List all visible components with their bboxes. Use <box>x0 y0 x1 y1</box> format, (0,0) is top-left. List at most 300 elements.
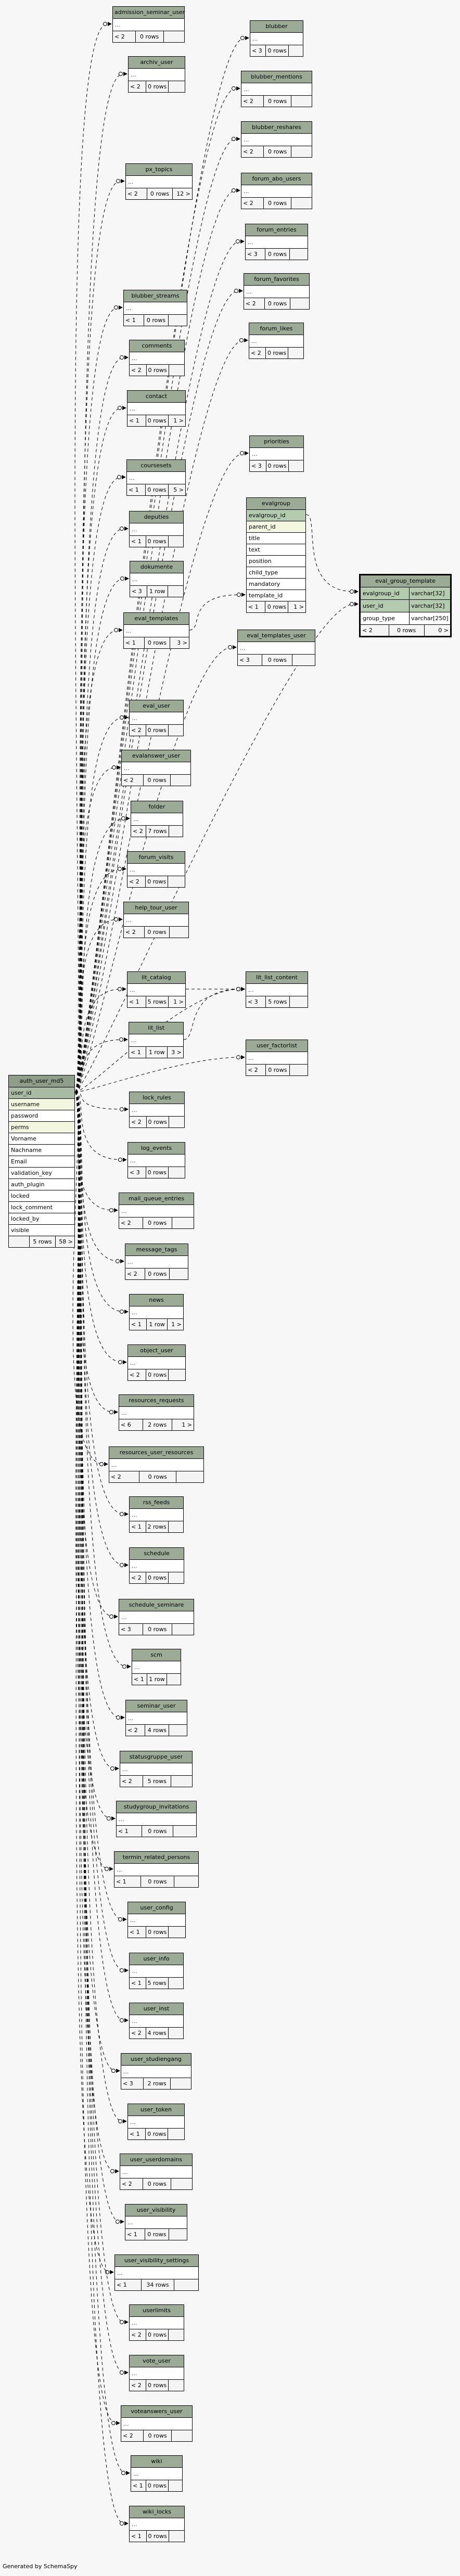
footer-parents: < 2 <box>120 1776 143 1787</box>
table-admission_seminar_user[interactable] <box>112 6 185 43</box>
table-name[interactable]: auth_user_md5 <box>9 1075 74 1087</box>
footer-parents: < 1 <box>114 1876 141 1887</box>
footer-row-count: 0 rows <box>143 1624 172 1635</box>
column-name: Nachname <box>11 1147 42 1154</box>
columns-ellipsis: ... <box>246 984 308 996</box>
footer-row-count: 0 rows <box>145 927 170 938</box>
table-name[interactable]: log_events <box>128 1143 185 1155</box>
table-footer <box>241 146 312 157</box>
column-auth_plugin <box>9 1179 74 1190</box>
footer-row-count: 0 rows <box>139 1471 176 1482</box>
table-name[interactable]: contact <box>127 391 185 403</box>
footer-parents: < 3 <box>121 2078 144 2089</box>
table-name[interactable]: folder <box>131 801 183 813</box>
footer-children <box>169 2229 187 2240</box>
column-name: perms <box>11 1124 29 1131</box>
table-scm[interactable] <box>132 1649 181 1685</box>
footer-parents: < 6 <box>119 1419 143 1430</box>
table-eval_user[interactable] <box>129 700 184 736</box>
footer-parents: < 2 <box>241 198 264 209</box>
table-deputies[interactable] <box>129 511 184 547</box>
table-footer <box>130 1572 184 1583</box>
columns-ellipsis: ... <box>128 1357 185 1369</box>
footer-parents: < 3 <box>130 586 147 597</box>
footer-parents: < 1 <box>128 2129 146 2139</box>
footer-children <box>168 2129 184 2139</box>
footer-children <box>169 826 183 837</box>
footer-row-count: 0 rows <box>146 1572 169 1583</box>
table-resources_user_resources[interactable] <box>109 1446 204 1483</box>
table-name[interactable]: eval_templates_user <box>238 630 315 642</box>
footer-parents: < 2 <box>131 826 146 837</box>
table-footer <box>241 96 312 107</box>
table-name[interactable]: mail_queue_entries <box>119 1193 194 1205</box>
footer-row-count: 5 rows <box>146 1978 169 1989</box>
columns-ellipsis: ... <box>113 19 184 31</box>
table-footer <box>129 81 185 92</box>
column-template_id <box>247 590 305 601</box>
footer-row-count: 0 rows <box>146 2480 169 2491</box>
footer-parents: < 2 <box>241 96 264 107</box>
table-name[interactable]: admission_seminar_user <box>113 7 184 19</box>
generated-by-note: Generated by SchemaSpy <box>3 2563 78 2570</box>
footer-row-count: 0 rows <box>144 2430 171 2441</box>
table-user_studiengang[interactable] <box>121 2053 191 2090</box>
table-name[interactable]: blubber_streams <box>124 290 187 302</box>
footer-row-count: 0 rows <box>143 1217 172 1228</box>
column-evalgroup_id <box>361 587 450 600</box>
column-name: group_type <box>363 615 395 622</box>
table-vote_user[interactable] <box>129 2355 184 2391</box>
columns-ellipsis: ... <box>114 1864 198 1876</box>
table-name[interactable]: deputies <box>130 511 183 523</box>
table-wiki[interactable] <box>131 2455 183 2492</box>
table-name[interactable]: wiki <box>131 2456 182 2468</box>
footer-children <box>290 996 308 1007</box>
footer-children: 5 > <box>173 486 184 493</box>
footer-parents: < 2 <box>130 2380 146 2391</box>
table-name[interactable]: blubber_mentions <box>241 71 312 83</box>
table-lit_list[interactable] <box>129 1022 184 1058</box>
footer-parents: < 2 <box>113 31 136 42</box>
table-name[interactable]: vote_user <box>130 2355 184 2367</box>
table-footer <box>129 1047 183 1058</box>
footer-children <box>292 655 315 665</box>
footer-row-count: 0 rows <box>142 1826 173 1837</box>
table-name[interactable]: lit_list_content <box>246 972 308 984</box>
column-type: varchar[250] <box>409 612 450 624</box>
footer-parents: < 2 <box>127 876 146 887</box>
footer-children <box>290 298 309 309</box>
table-name[interactable]: help_tour_user <box>124 902 188 914</box>
table-schedule_seminare[interactable] <box>119 1599 194 1635</box>
table-user_info[interactable] <box>129 1953 184 1989</box>
footer-parents: < 2 <box>130 2329 146 2340</box>
footer-parents: < 3 <box>246 249 265 260</box>
columns-ellipsis: ... <box>130 1560 184 1572</box>
columns-ellipsis: ... <box>130 523 183 536</box>
footer-parents: < 2 <box>130 1572 146 1583</box>
columns-ellipsis: ... <box>250 448 303 460</box>
table-name[interactable]: px_topics <box>126 164 192 176</box>
table-blubber[interactable] <box>250 20 303 57</box>
footer-children <box>169 2329 184 2340</box>
table-wiki_locks[interactable] <box>129 2506 185 2542</box>
table-name[interactable]: forum_entries <box>246 224 308 236</box>
table-eval_templates[interactable] <box>123 612 189 649</box>
column-name: template_id <box>249 592 283 599</box>
footer-row-count: 2 rows <box>143 1419 172 1430</box>
columns-ellipsis: ... <box>119 1611 194 1624</box>
footer-parents: < 2 <box>129 81 146 92</box>
table-user_factorlist[interactable] <box>246 1040 308 1076</box>
table-name[interactable]: eval_templates <box>124 613 189 625</box>
column-user_id <box>9 1087 74 1099</box>
table-footer <box>120 2178 192 2189</box>
table-forum_visits[interactable] <box>127 851 185 888</box>
table-name[interactable]: forum_abo_users <box>241 173 312 185</box>
footer-children <box>171 1776 192 1787</box>
footer-children <box>169 1369 185 1380</box>
column-name: Vorname <box>11 1135 36 1142</box>
table-name[interactable]: message_tags <box>125 1244 188 1256</box>
table-priorities[interactable] <box>249 435 304 472</box>
table-name[interactable]: user_inst <box>130 2003 183 2015</box>
table-name[interactable]: voteanswers_user <box>121 2406 192 2418</box>
footer-row-count: 1 row <box>147 1674 167 1685</box>
footer-parents: < 1 <box>129 1047 146 1058</box>
table-blubber_mentions[interactable] <box>241 71 312 107</box>
footer-children <box>169 2480 182 2491</box>
table-footer <box>130 536 183 547</box>
footer-parents: < 1 <box>127 484 146 495</box>
table-schedule[interactable] <box>129 1547 184 1584</box>
table-footer <box>128 2129 184 2139</box>
footer-children: 1 > <box>173 998 184 1005</box>
table-footer <box>130 1978 183 1989</box>
table-user_inst[interactable] <box>129 2003 184 2039</box>
footer-row-count: 0 rows <box>146 484 169 495</box>
table-name[interactable]: studygroup_invitations <box>117 1801 196 1813</box>
table-footer <box>250 45 303 56</box>
table-name[interactable]: user_userdomains <box>120 2154 192 2166</box>
table-contact[interactable] <box>127 390 186 427</box>
table-name[interactable]: archiv_user <box>129 57 185 69</box>
table-lit_catalog[interactable] <box>127 971 186 1008</box>
columns-ellipsis: ... <box>130 712 183 725</box>
table-name[interactable]: user_token <box>128 2104 184 2116</box>
column-name: lock_comment <box>11 1204 53 1211</box>
column-name: child_type <box>249 569 278 576</box>
footer-row-count: 0 rows <box>145 2229 169 2240</box>
footer-children <box>169 536 183 547</box>
column-name: evalgroup_id <box>249 512 286 519</box>
table-user_userdomains[interactable] <box>120 2154 193 2190</box>
columns-ellipsis: ... <box>130 2317 184 2329</box>
table-mail_queue_entries[interactable] <box>119 1193 194 1229</box>
footer-parents: < 3 <box>238 655 262 665</box>
table-name[interactable]: coursesets <box>127 460 185 472</box>
table-resources_requests[interactable] <box>119 1394 194 1431</box>
footer-row-count: 0 rows <box>265 249 290 260</box>
table-folder[interactable] <box>131 801 183 837</box>
footer-parents: < 2 <box>125 1268 145 1279</box>
footer-row-count: 0 rows <box>147 365 169 376</box>
columns-ellipsis: ... <box>126 176 192 188</box>
footer-children: 1 > <box>173 417 184 424</box>
column-name: password <box>11 1112 39 1119</box>
footer-row-count: 0 rows <box>146 2329 169 2340</box>
footer-children <box>172 1624 194 1635</box>
table-forum_favorites[interactable] <box>244 273 310 310</box>
table-evalgroup[interactable] <box>246 497 306 613</box>
table-name[interactable]: dokumente <box>130 561 183 573</box>
column-name: position <box>249 558 272 565</box>
footer-children: 0 > <box>438 627 449 634</box>
footer-row-count: 2 rows <box>144 2078 171 2089</box>
table-name[interactable]: user_visibility_settings <box>115 2255 198 2267</box>
table-name[interactable]: user_studiengang <box>121 2054 191 2066</box>
table-name[interactable]: schedule <box>130 1548 184 1560</box>
column-locked_by <box>9 1213 74 1225</box>
footer-row-count: 5 rows <box>266 996 290 1007</box>
footer-row-count: 0 rows <box>147 1117 169 1127</box>
table-name[interactable]: termin_related_persons <box>114 1852 198 1864</box>
table-name[interactable]: statusgruppe_user <box>120 1751 192 1763</box>
table-auth_user_md5[interactable] <box>8 1075 75 1248</box>
columns-ellipsis: ... <box>119 1205 194 1217</box>
table-lock_rules[interactable] <box>129 1092 185 1128</box>
footer-parents: < 2 <box>124 927 145 938</box>
footer-children <box>171 2178 192 2189</box>
footer-parents: < 2 <box>130 2028 146 2039</box>
table-name[interactable]: eval_user <box>130 700 183 712</box>
table-name[interactable]: forum_favorites <box>244 274 309 286</box>
table-log_events[interactable] <box>127 1142 185 1178</box>
column-name: locked <box>11 1193 30 1199</box>
table-object_user[interactable] <box>127 1344 186 1381</box>
table-name[interactable]: lit_list <box>129 1022 183 1034</box>
columns-ellipsis: ... <box>130 573 183 586</box>
table-name[interactable]: rss_feeds <box>130 1497 183 1509</box>
footer-row-count: 0 rows <box>389 625 425 636</box>
footer-children <box>168 876 185 887</box>
footer-parents: < 2 <box>126 188 147 199</box>
footer-children <box>170 1268 188 1279</box>
columns-ellipsis: ... <box>130 1306 183 1319</box>
columns-ellipsis: ... <box>249 335 303 348</box>
table-evalanswer_user[interactable] <box>121 750 191 786</box>
footer-parents: < 2 <box>244 298 265 309</box>
columns-ellipsis: ... <box>130 352 184 365</box>
footer-children <box>172 1217 194 1228</box>
table-seminar_user[interactable] <box>125 1700 187 1736</box>
footer-parents: < 1 <box>132 1674 147 1685</box>
table-user_token[interactable] <box>127 2104 185 2140</box>
footer-parents: < 1 <box>125 2229 145 2240</box>
table-name[interactable]: seminar_user <box>126 1700 187 1712</box>
footer-children <box>170 927 188 938</box>
footer-parents: < 1 <box>117 1826 142 1837</box>
column-user_id <box>361 600 450 612</box>
column-name: user_id <box>363 603 384 609</box>
table-message_tags[interactable] <box>125 1244 188 1280</box>
table-name[interactable]: resources_requests <box>119 1395 194 1407</box>
footer-parents: < 1 <box>127 996 146 1007</box>
footer-parents: < 2 <box>249 348 266 358</box>
table-name[interactable]: resources_user_resources <box>109 1447 203 1459</box>
columns-ellipsis: ... <box>126 1712 187 1725</box>
column-mandatory <box>247 579 305 590</box>
table-dokumente[interactable] <box>130 561 184 597</box>
column-name: auth_plugin <box>11 1181 45 1188</box>
column-Nachname <box>9 1145 74 1156</box>
table-forum_likes[interactable] <box>249 323 304 359</box>
footer-children <box>169 81 185 92</box>
table-user_visibility[interactable] <box>125 2204 187 2240</box>
table-name[interactable]: news <box>130 1295 183 1306</box>
table-footer <box>127 484 185 495</box>
table-footer <box>122 775 190 786</box>
columns-ellipsis: ... <box>124 625 189 637</box>
table-name[interactable]: user_info <box>130 1953 183 1965</box>
footer-children: 1 > <box>293 604 304 610</box>
table-eval_templates_user[interactable] <box>237 630 315 666</box>
footer-row-count: 0 rows <box>146 725 169 736</box>
table-name[interactable]: user_config <box>128 1902 185 1914</box>
table-px_topics[interactable] <box>125 163 193 200</box>
table-name[interactable]: lock_rules <box>130 1092 184 1104</box>
table-user_config[interactable] <box>127 1902 186 1938</box>
table-eval_group_template[interactable] <box>359 574 452 637</box>
table-blubber_streams[interactable] <box>123 290 187 326</box>
footer-children <box>169 725 183 736</box>
column-name: mandatory <box>249 581 280 587</box>
table-statusgruppe_user[interactable] <box>120 1751 193 1787</box>
table-blubber_reshares[interactable] <box>241 121 312 158</box>
column-Email <box>9 1156 74 1168</box>
table-termin_related_persons[interactable] <box>114 1851 199 1888</box>
table-name[interactable]: evalgroup <box>247 498 305 510</box>
table-name[interactable]: blubber <box>250 21 303 33</box>
column-type: varchar[32] <box>409 587 450 599</box>
table-footer <box>130 1521 183 1532</box>
column-parent_id <box>247 521 305 533</box>
columns-ellipsis: ... <box>241 83 312 96</box>
table-footer <box>9 1236 74 1247</box>
table-name[interactable]: wiki_locks <box>130 2506 184 2518</box>
table-name[interactable]: userlimits <box>130 2305 184 2317</box>
footer-parents: < 1 <box>130 2531 147 2542</box>
table-footer <box>246 1065 308 1075</box>
footer-parents: < 2 <box>120 2178 143 2189</box>
table-user_visibility_settings[interactable] <box>114 2254 199 2291</box>
footer-children: 3 > <box>177 639 187 646</box>
table-voteanswers_user[interactable] <box>121 2405 193 2442</box>
table-footer <box>130 1117 184 1127</box>
table-footer <box>361 625 450 636</box>
table-forum_entries[interactable] <box>245 224 308 260</box>
table-news[interactable] <box>129 1294 184 1330</box>
table-footer <box>249 348 303 358</box>
footer-children <box>290 249 308 260</box>
table-lit_list_content[interactable] <box>246 971 308 1008</box>
table-help_tour_user[interactable] <box>123 902 189 938</box>
footer-children <box>289 45 303 56</box>
table-name[interactable]: object_user <box>128 1345 185 1357</box>
columns-ellipsis: ... <box>120 2166 192 2178</box>
table-footer <box>119 1217 194 1228</box>
table-name[interactable]: schedule_seminare <box>119 1599 194 1611</box>
table-studygroup_invitations[interactable] <box>116 1801 197 1837</box>
footer-children <box>168 586 183 597</box>
table-name[interactable]: forum_visits <box>127 852 185 864</box>
table-name[interactable]: forum_likes <box>249 323 303 335</box>
column-name: validation_key <box>11 1170 52 1176</box>
table-footer <box>114 1876 198 1887</box>
footer-row-count: 4 rows <box>145 1725 169 1736</box>
table-coursesets[interactable] <box>126 459 186 496</box>
footer-parents: < 1 <box>128 1927 146 1938</box>
table-name[interactable]: comments <box>130 340 184 352</box>
footer-parents: < 2 <box>246 1065 266 1075</box>
footer-children <box>171 2078 191 2089</box>
table-name[interactable]: user_visibility <box>125 2205 187 2216</box>
footer-parents: < 1 <box>124 637 145 648</box>
table-rss_feeds[interactable] <box>129 1496 184 1533</box>
table-name[interactable]: lit_catalog <box>127 972 185 984</box>
footer-row-count: 0 rows <box>136 31 164 42</box>
footer-row-count: 0 rows <box>146 536 169 547</box>
table-name[interactable]: priorities <box>250 436 303 448</box>
table-name[interactable]: blubber_reshares <box>241 122 312 134</box>
columns-ellipsis: ... <box>131 813 183 826</box>
column-password <box>9 1110 74 1122</box>
table-name[interactable]: evalanswer_user <box>122 750 190 762</box>
footer-children: 12 > <box>176 190 190 197</box>
column-group_type <box>361 612 450 625</box>
footer-parents <box>9 1236 30 1247</box>
table-userlimits[interactable] <box>129 2304 184 2341</box>
column-name: parent_id <box>249 523 276 530</box>
columns-ellipsis: ... <box>109 1459 203 1471</box>
footer-row-count: 0 rows <box>146 876 168 887</box>
table-forum_abo_users[interactable] <box>241 173 312 209</box>
footer-row-count: 0 rows <box>266 1065 290 1075</box>
table-name[interactable]: eval_group_template <box>361 575 450 587</box>
table-name[interactable]: scm <box>132 1649 181 1661</box>
footer-row-count: 0 rows <box>265 601 288 612</box>
footer-children <box>169 1117 184 1127</box>
footer-parents: < 1 <box>127 415 146 426</box>
table-name[interactable]: user_factorlist <box>246 1040 308 1052</box>
footer-parents: < 1 <box>124 315 144 326</box>
columns-ellipsis: ... <box>246 1052 308 1065</box>
footer-children <box>172 2430 192 2441</box>
column-text <box>247 544 305 556</box>
column-name: Email <box>11 1158 27 1165</box>
columns-ellipsis: ... <box>246 236 308 249</box>
table-archiv_user[interactable] <box>128 56 185 93</box>
footer-parents: < 1 <box>115 2279 142 2290</box>
footer-row-count: 0 rows <box>146 1369 169 1380</box>
column-name: username <box>11 1101 40 1108</box>
column-name: visible <box>11 1227 30 1234</box>
table-footer <box>126 188 192 199</box>
table-comments[interactable] <box>129 340 185 376</box>
columns-ellipsis: ... <box>127 864 185 876</box>
column-name: evalgroup_id <box>363 590 400 597</box>
